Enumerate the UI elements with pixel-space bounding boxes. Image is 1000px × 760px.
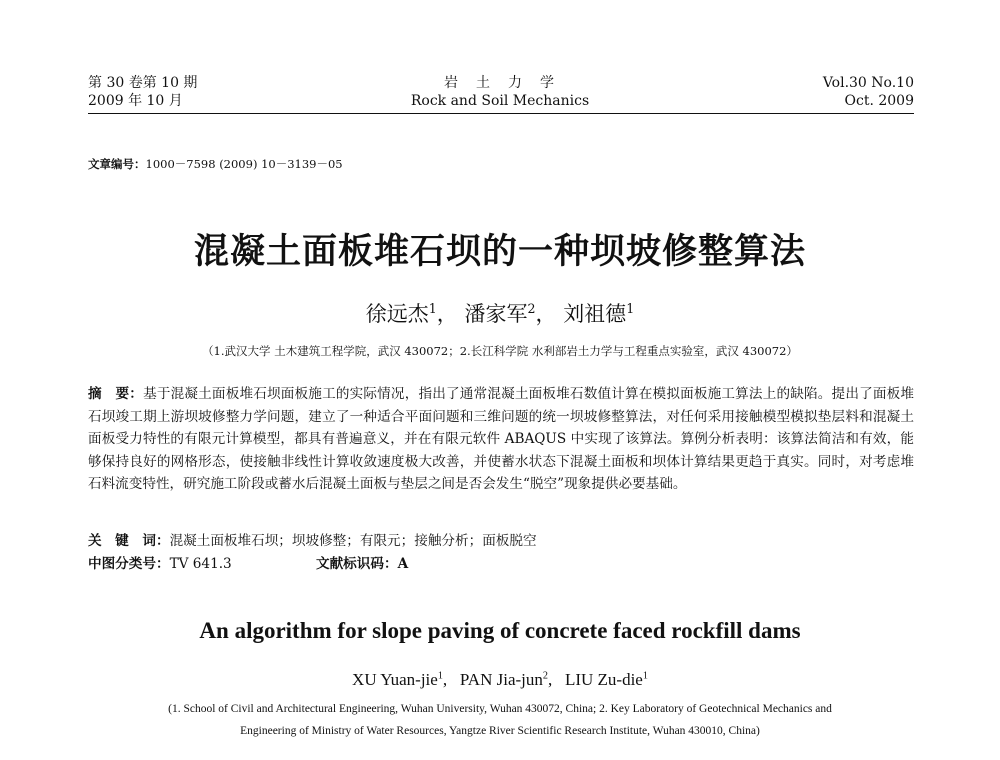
issue-date: 2009 年 10 月 bbox=[88, 93, 183, 109]
affiliation-en-line1: (1. School of Civil and Architectural Engineering, Wuhan University, Wuhan 430072, China; 2. Key Laboratory of Geotechnical Mechanics and bbox=[168, 703, 832, 715]
journal-issue bbox=[88, 74, 197, 110]
classification-label: 中图分类号： bbox=[88, 556, 170, 572]
affiliation-en bbox=[0, 698, 1000, 742]
author-name-en: PAN Jia-jun bbox=[459, 670, 543, 689]
author-name-en: XU Yuan-jie bbox=[352, 670, 438, 689]
keywords-text: 混凝土面板堆石坝；坝坡修整；有限元；接触分析；面板脱空 bbox=[169, 533, 537, 549]
author-name: 潘家军 bbox=[464, 302, 528, 326]
document-code bbox=[316, 553, 408, 575]
volume-date: Oct. 2009 bbox=[844, 93, 914, 109]
affiliation-cn: （1.武汉大学 土木建筑工程学院，武汉 430072；2.长江科学院 水利部岩土力学与工程重点实验室，武汉 430072） bbox=[202, 344, 798, 358]
author-affil-mark: 2 bbox=[542, 670, 548, 682]
author-affil-mark: 2 bbox=[527, 301, 536, 316]
issue-volume: 第 30 卷第 10 期 bbox=[88, 75, 198, 91]
article-id bbox=[88, 156, 343, 172]
abstract bbox=[88, 383, 914, 496]
classification-number bbox=[88, 553, 232, 575]
keywords-label: 关 键 词： bbox=[88, 533, 170, 549]
authors-en: XU Yuan-jie$^1$, PAN Jia-jun$^2$, LIU Zu-die$^1$ bbox=[352, 670, 648, 689]
header-rule bbox=[88, 113, 914, 114]
journal-volume-en bbox=[823, 74, 914, 110]
article-id-value: 1000－7598 (2009) 10－3139－05 bbox=[145, 157, 343, 171]
keywords bbox=[88, 530, 914, 552]
author-affil-mark: 1 bbox=[428, 301, 437, 316]
page-title: 混凝土面板堆石坝的一种坝坡修整算法 bbox=[193, 232, 806, 272]
document-code-value: A bbox=[397, 556, 409, 572]
journal-name-en: Rock and Soil Mechanics bbox=[410, 93, 590, 109]
author-affil-mark: 1 bbox=[642, 670, 648, 682]
author-affil-mark: 1 bbox=[626, 301, 635, 316]
author-name: 刘祖德 bbox=[563, 302, 627, 326]
abstract-label: 摘 要： bbox=[88, 386, 144, 402]
title-en: An algorithm for slope paving of concrete faced rockfill dams bbox=[199, 618, 801, 643]
abstract-text: 基于混凝土面板堆石坝面板施工的实际情况，指出了通常混凝土面板堆石数值计算在模拟面板施工算法上的缺陷。提出了面板堆石坝竣工期上游坝坡修整力学问题，建立了一种适合平面问题和三维问题的统一坝坡修整算法，对任何采用接触模型模拟垫层料和混凝土面板受力特性的有限元计算模型，都具有普遍意义，并在有限元软件 ABAQUS 中实现了该算法。算例分析表明：该算法简洁和有效，能够保持良好的网格形态，使接触非线性计算收敛速度极大改善，并使蓄水状态下混凝土面板和坝体计算结果更趋于真实。同时，对考虑堆石料流变特性，研究施工阶段或蓄水后混凝土面板与垫层之间是否会发生“脱空”现象提供必要基础。 bbox=[88, 386, 914, 493]
author-name-en: LIU Zu-die bbox=[564, 670, 643, 689]
classification-value: TV 641.3 bbox=[169, 556, 232, 572]
article-id-label: 文章编号： bbox=[88, 157, 146, 171]
author-affil-mark: 1 bbox=[437, 670, 443, 682]
affiliation-en-line2: Engineering of Ministry of Water Resources, Yangtze River Scientific Research Institute, Wuhan 430010, China) bbox=[240, 725, 760, 737]
journal-name-cn: 岩 土 力 学 bbox=[444, 75, 556, 91]
journal-name bbox=[380, 74, 620, 110]
authors-cn: 徐远杰$^1$， 潘家军$^2$， 刘祖德$^1$ bbox=[365, 301, 635, 326]
document-code-label: 文献标识码： bbox=[316, 556, 398, 572]
volume-number: Vol.30 No.10 bbox=[822, 75, 914, 91]
author-name: 徐远杰 bbox=[365, 302, 429, 326]
